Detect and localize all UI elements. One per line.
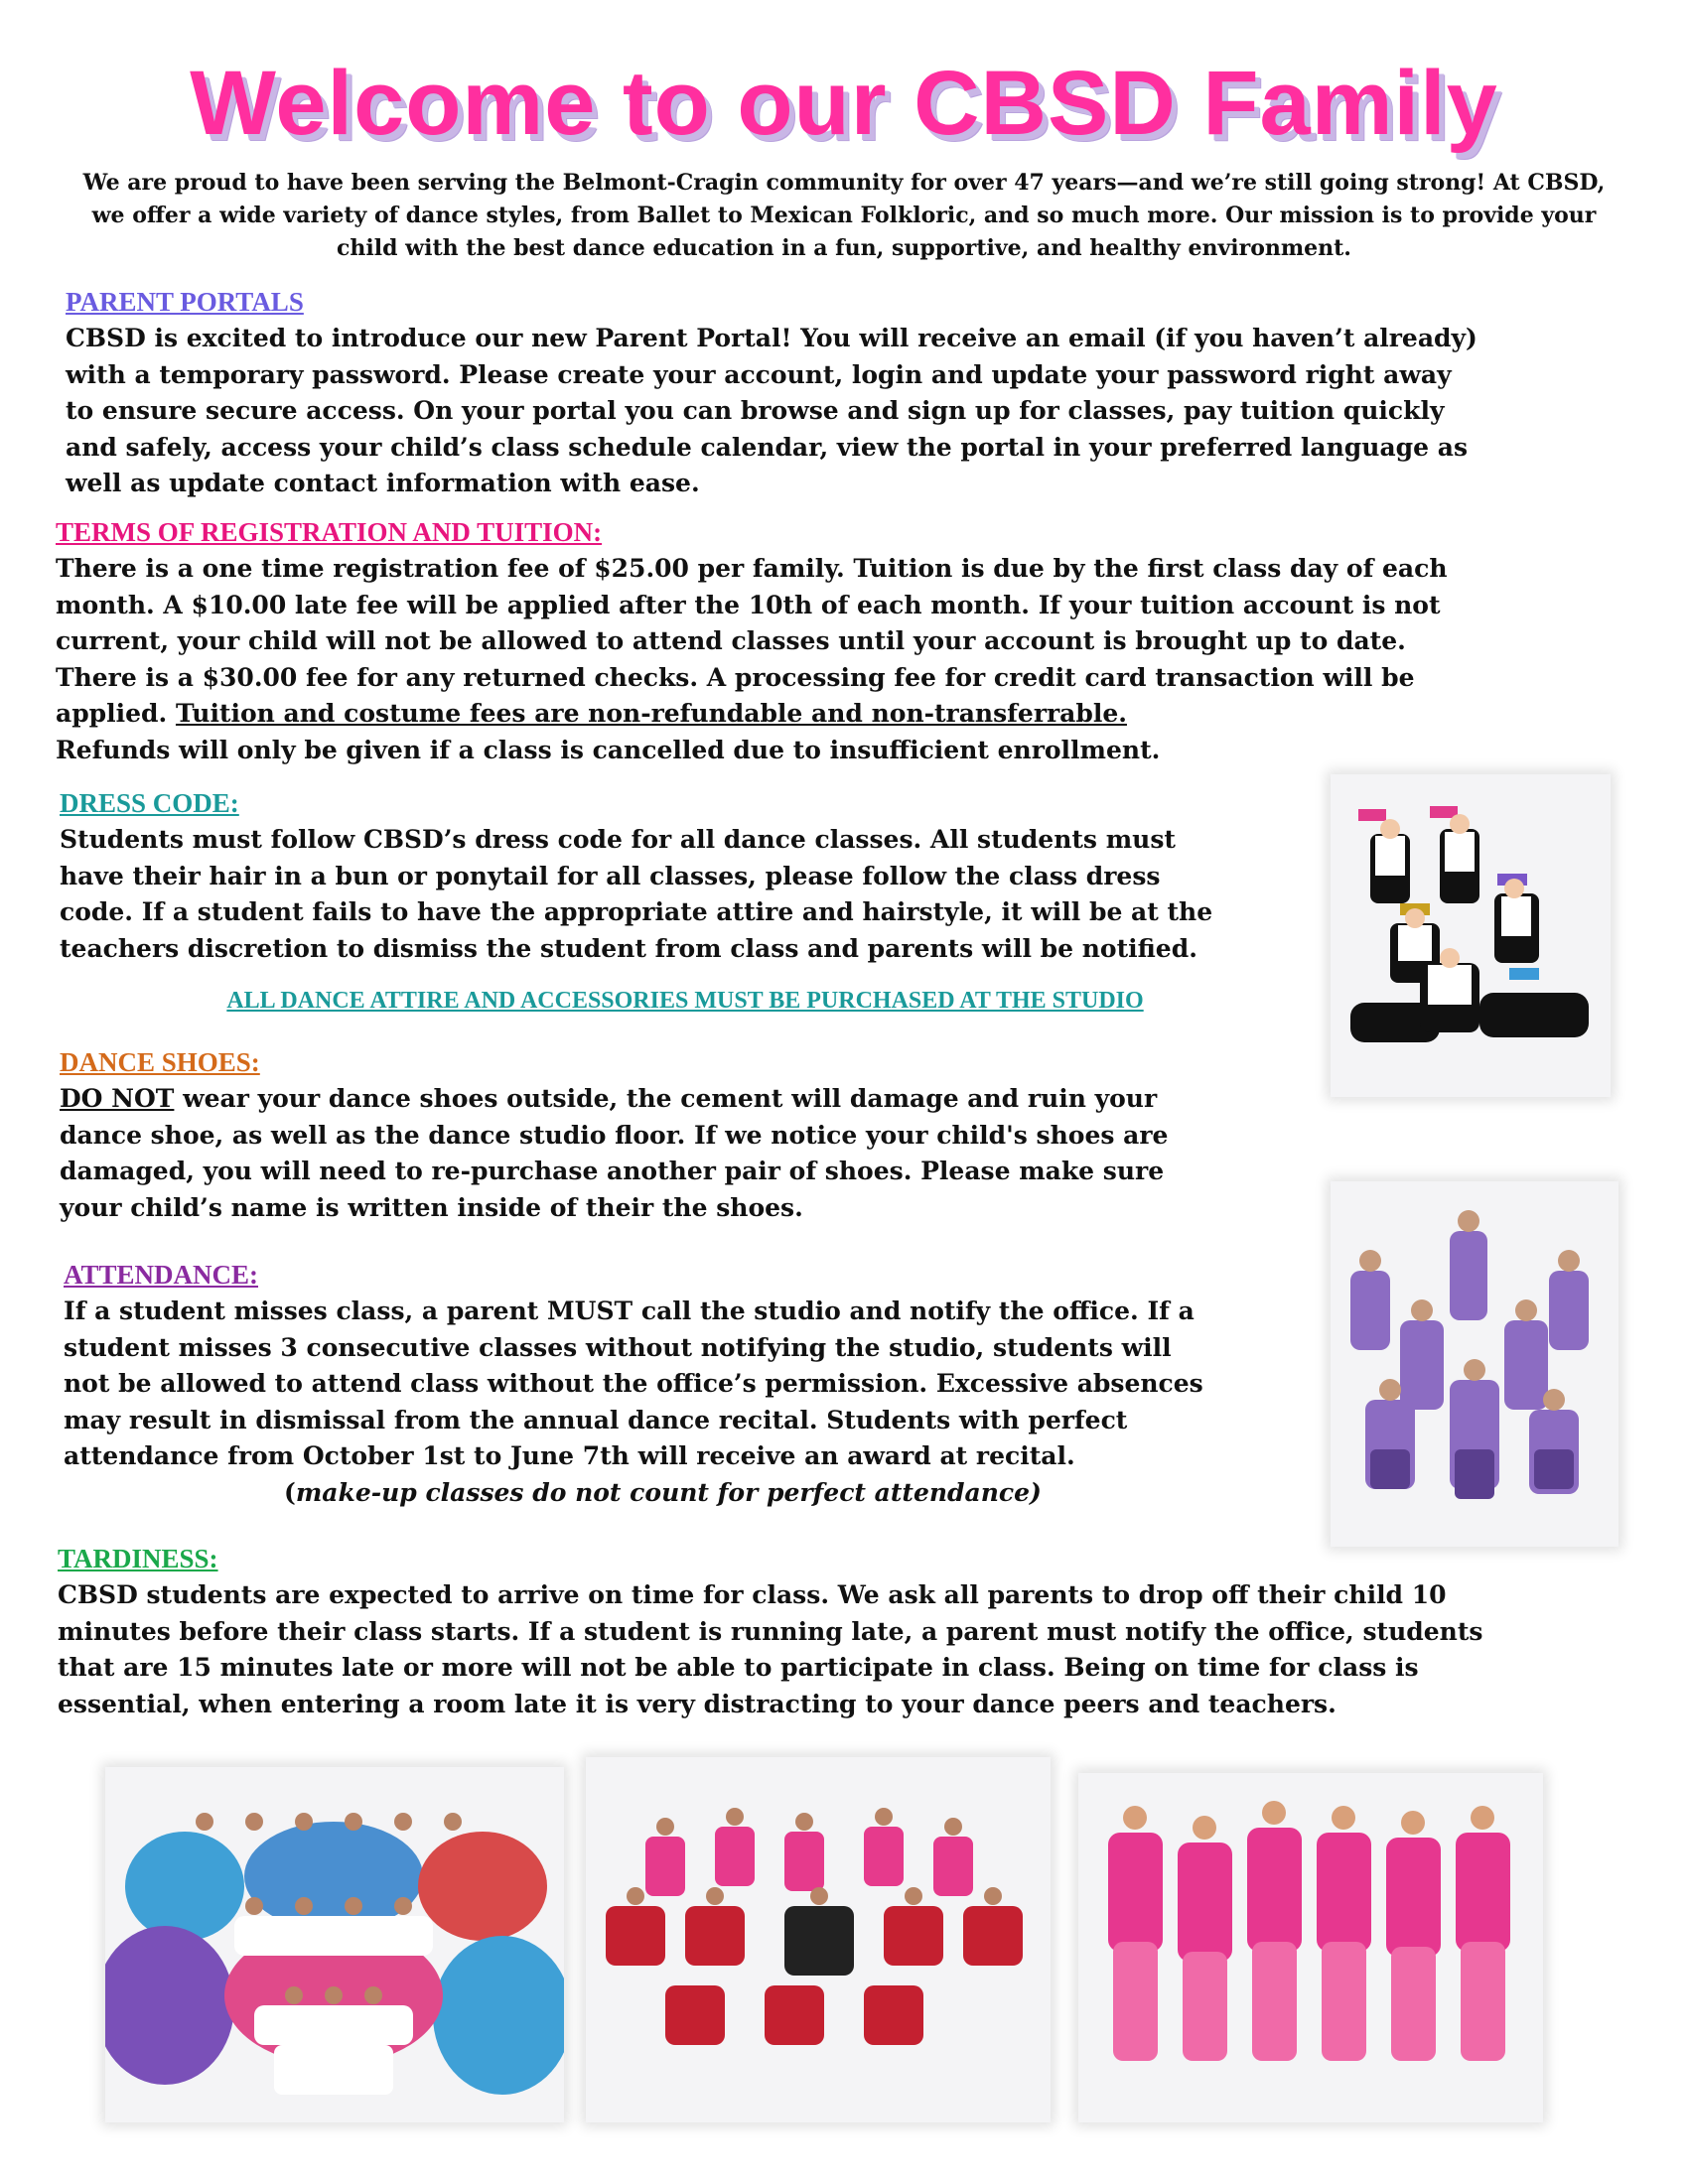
hiphop-group-image (1331, 774, 1611, 1097)
body-line: dance shoe, as well as the dance studio floor. If we notice your child's shoes are (60, 1120, 1169, 1150)
body-line: Students must follow CBSD’s dress code for all dance classes. All students must (60, 825, 1176, 854)
parent-portals-heading: PARENT PORTALS (66, 287, 304, 317)
body-line: not be allowed to attend class without the office’s permission. Excessive absences (64, 1369, 1203, 1398)
attendance-heading: ATTENDANCE: (64, 1260, 259, 1290)
jazz-group-image (586, 1757, 1051, 2122)
lyrical-group-image (1331, 1181, 1618, 1547)
dance-photo-folkloric (105, 1767, 564, 2122)
body-line: month. A $10.00 late fee will be applied after the 10th of each month. If your tuition account is not (56, 590, 1441, 619)
body-line: and safely, access your child’s class schedule calendar, view the portal in your preferred language as (66, 432, 1469, 462)
dance-photo-jazz (586, 1757, 1051, 2122)
body-line: damaged, you will need to re-purchase another pair of shoes. Please make sure (60, 1157, 1165, 1185)
terms-heading: TERMS OF REGISTRATION AND TUITION: (56, 517, 603, 547)
latin-group-image (1078, 1773, 1543, 2122)
attire-notice: ALL DANCE ATTIRE AND ACCESSORIES MUST BE PURCHASED AT THE STUDIO (226, 988, 1144, 1014)
body-line: CBSD is excited to introduce our new Parent Portal! You will receive an email (if you haven’t already) (66, 324, 1477, 352)
body-line: CBSD students are expected to arrive on time for class. We ask all parents to drop off their child 10 (58, 1580, 1447, 1609)
tardiness-heading: TARDINESS: (58, 1544, 218, 1573)
body-line: to ensure secure access. On your portal you can browse and sign up for classes, pay tuition quickly (66, 396, 1445, 425)
dress-code-heading: DRESS CODE: (60, 788, 239, 818)
intro-paragraph (52, 167, 1636, 265)
body-line: may result in dismissal from the annual dance recital. Students with perfect (64, 1405, 1128, 1434)
body-line: essential, when entering a room late it is very distracting to your dance peers and teachers. (58, 1689, 1336, 1718)
intro-line: child with the best dance education in a fun, supportive, and healthy environment. (337, 235, 1351, 261)
body-line (56, 696, 1448, 733)
body-line: code. If a student fails to have the appropriate attire and hairstyle, it will be at the (60, 897, 1213, 926)
body-line-prefix: applied. (56, 699, 176, 728)
body-line (64, 1475, 1203, 1512)
dance-shoes-body (60, 1081, 1168, 1226)
terms-body (56, 551, 1448, 768)
dance-shoes-heading: DANCE SHOES: (60, 1047, 260, 1077)
attendance-body (64, 1294, 1203, 1511)
intro-line: we offer a wide variety of dance styles, from Ballet to Mexican Folkloric, and so much more. Our mission is to provide your (91, 203, 1597, 228)
intro-line: We are proud to have been serving the Belmont-Cragin community for over 47 years—and we’re still going strong! At CBSD, (82, 170, 1606, 196)
page-title: Welcome to our CBSD Family (190, 53, 1498, 154)
body-line: current, your child will not be allowed to attend classes until your account is brought up to date. (56, 626, 1406, 655)
tardiness-body (58, 1577, 1482, 1722)
body-line: There is a $30.00 fee for any returned checks. A processing fee for credit card transaction will be (56, 662, 1415, 692)
dress-code-body (60, 822, 1212, 967)
body-line: There is a one time registration fee of $25.00 per family. Tuition is due by the first class day of each (56, 554, 1448, 583)
body-line: teachers discretion to dismiss the student from class and parents will be notified. (60, 933, 1197, 963)
body-line: with a temporary password. Please create your account, login and update your password right away (66, 359, 1452, 389)
body-line: that are 15 minutes late or more will not be able to participate in class. Being on time for class is (58, 1653, 1419, 1682)
non-refundable-notice: Tuition and costume fees are non-refundable and non-transferrable. (175, 699, 1127, 728)
parent-portals-body (66, 321, 1477, 502)
body-line: minutes before their class starts. If a student is running late, a parent must notify the office, students (58, 1616, 1483, 1646)
body-line: attendance from October 1st to June 7th will receive an award at recital. (64, 1441, 1075, 1470)
dance-photo-hiphop (1331, 774, 1611, 1097)
body-line: If a student misses class, a parent MUST call the studio and notify the office. If a (64, 1297, 1195, 1325)
body-line (60, 1081, 1168, 1118)
body-line: have their hair in a bun or ponytail for all classes, please follow the class dress (60, 861, 1161, 890)
body-line: Refunds will only be given if a class is cancelled due to insufficient enrollment. (56, 735, 1161, 764)
note-paren: ( (284, 1477, 296, 1507)
do-not-emphasis: DO NOT (60, 1084, 175, 1113)
dance-photo-latin (1078, 1773, 1543, 2122)
body-line-rest: wear your dance shoes outside, the cement will damage and ruin your (174, 1084, 1158, 1113)
body-line: well as update contact information with ease. (66, 469, 700, 497)
folkloric-group-image (105, 1767, 564, 2122)
body-line: student misses 3 consecutive classes without notifying the studio, students will (64, 1332, 1172, 1362)
dance-photo-lyrical (1331, 1181, 1618, 1547)
body-line: your child’s name is written inside of their the shoes. (60, 1192, 803, 1222)
makeup-note: make-up classes do not count for perfect attendance) (295, 1477, 1042, 1507)
